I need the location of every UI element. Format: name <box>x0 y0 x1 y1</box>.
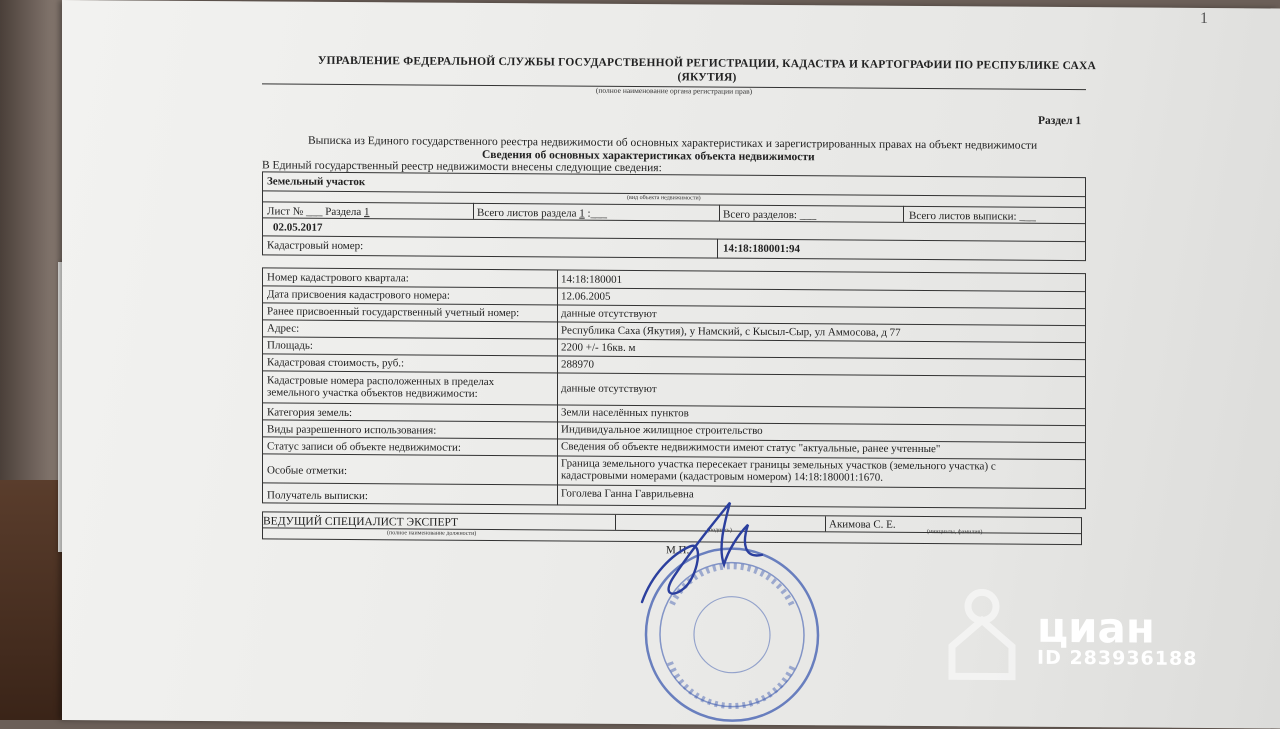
detail-label: Дата присвоения кадастрового номера: <box>267 288 450 302</box>
detail-label: Ранее присвоенный государственный учетный номер: <box>267 305 520 320</box>
signature-scribble-icon <box>632 484 772 615</box>
detail-label: Кадастровые номера расположенных в пределах <box>267 374 495 389</box>
detail-label: Особые отметки: <box>267 464 348 477</box>
detail-value: Земли населённых пунктов <box>561 406 689 420</box>
detail-value: Гоголева Ганна Гаврильевна <box>561 487 694 501</box>
detail-value: Граница земельного участка пересекает границы земельных участков (земельного участка) с <box>561 457 996 473</box>
page-number: 1 <box>1200 9 1208 28</box>
detail-label: Площадь: <box>267 339 313 352</box>
authority-title <box>292 54 1122 88</box>
total-sheets-section: Всего листов раздела 1 :___ <box>477 206 608 220</box>
extract-subtitle: Сведения об основных характеристиках объекта недвижимости <box>482 148 815 164</box>
detail-value: 14:18:180001 <box>561 273 623 286</box>
detail-label: Получатель выписки: <box>267 489 368 503</box>
detail-value: 2200 +/- 16кв. м <box>561 341 636 355</box>
details-table <box>262 267 1086 509</box>
object-type: Земельный участок <box>267 175 366 189</box>
watermark-id: ID 283936188 <box>1037 646 1198 670</box>
object-type-caption: (вид объекта недвижимости) <box>627 194 701 202</box>
detail-label: Номер кадастрового квартала: <box>267 271 409 285</box>
extract-title: Выписка из Единого государственного реестра недвижимости об основных характеристиках и зарегистрированных правах на объект недвижимости <box>308 134 1038 152</box>
authority-caption: (полное наименование органа регистрации прав) <box>595 85 753 96</box>
cadastral-number-value: 14:18:180001:94 <box>723 242 800 256</box>
detail-label: Кадастровая стоимость, руб.: <box>267 356 405 370</box>
detail-label: Виды разрешенного использования: <box>267 423 437 437</box>
sign-caption: (подпись) <box>707 527 732 534</box>
seal-place-label: М.П. <box>666 544 690 557</box>
extract-date: 02.05.2017 <box>273 221 323 234</box>
signer-name: Акимова С. Е. <box>829 518 896 531</box>
detail-label: Категория земель: <box>267 406 353 420</box>
authority-line-1: УПРАВЛЕНИЕ ФЕДЕРАЛЬНОЙ СЛУЖБЫ ГОСУДАРСТВЕННОЙ РЕГИСТРАЦИИ, КАДАСТРА И КАРТОГРАФИИ ПО РЕСПУБЛИКЕ САХА <box>317 54 1097 73</box>
detail-value: Сведения об объекте недвижимости имеют статус "актуальные, ранее учтенные" <box>561 440 941 456</box>
total-sections: Всего разделов: ___ <box>723 208 817 222</box>
detail-value: 12.06.2005 <box>561 290 611 303</box>
detail-label: Статус записи об объекте недвижимости: <box>267 440 461 454</box>
detail-label: Адрес: <box>267 322 300 335</box>
detail-value: Индивидуальное жилищное строительство <box>561 423 763 437</box>
name-caption: (инициалы, фамилия) <box>927 529 983 536</box>
position-caption: (полное наименование должности) <box>387 530 477 537</box>
detail-value: Республика Саха (Якутия), у Намский, с Кысыл-Сыр, ул Аммосова, д 77 <box>561 324 901 339</box>
total-sheets-extract: Всего листов выписки: ___ <box>909 209 1036 223</box>
object-header-table <box>262 171 1086 261</box>
detail-value: данные отсутствуют <box>561 307 657 321</box>
section-label: Раздел 1 <box>1038 114 1082 128</box>
detail-value: 288970 <box>561 358 594 371</box>
detail-value: данные отсутствуют <box>561 382 657 396</box>
extract-intro: В Единый государственный реестр недвижимости внесены следующие сведения: <box>262 159 662 175</box>
sheet-number: Лист № ___ Раздела 1 <box>267 205 370 219</box>
document-page <box>62 0 1280 729</box>
detail-label-cont: земельного участка объектов недвижимости: <box>267 386 478 400</box>
signer-position: ВЕДУЩИЙ СПЕЦИАЛИСТ ЭКСПЕРТ <box>263 515 459 529</box>
detail-value-cont: кадастровыми номерами (кадастровым номером) 14:18:180001:1670. <box>561 469 883 484</box>
watermark-brand: циан <box>1037 602 1155 653</box>
authority-line-2: (ЯКУТИЯ) <box>677 71 737 84</box>
cadastral-number-label: Кадастровый номер: <box>267 239 364 253</box>
